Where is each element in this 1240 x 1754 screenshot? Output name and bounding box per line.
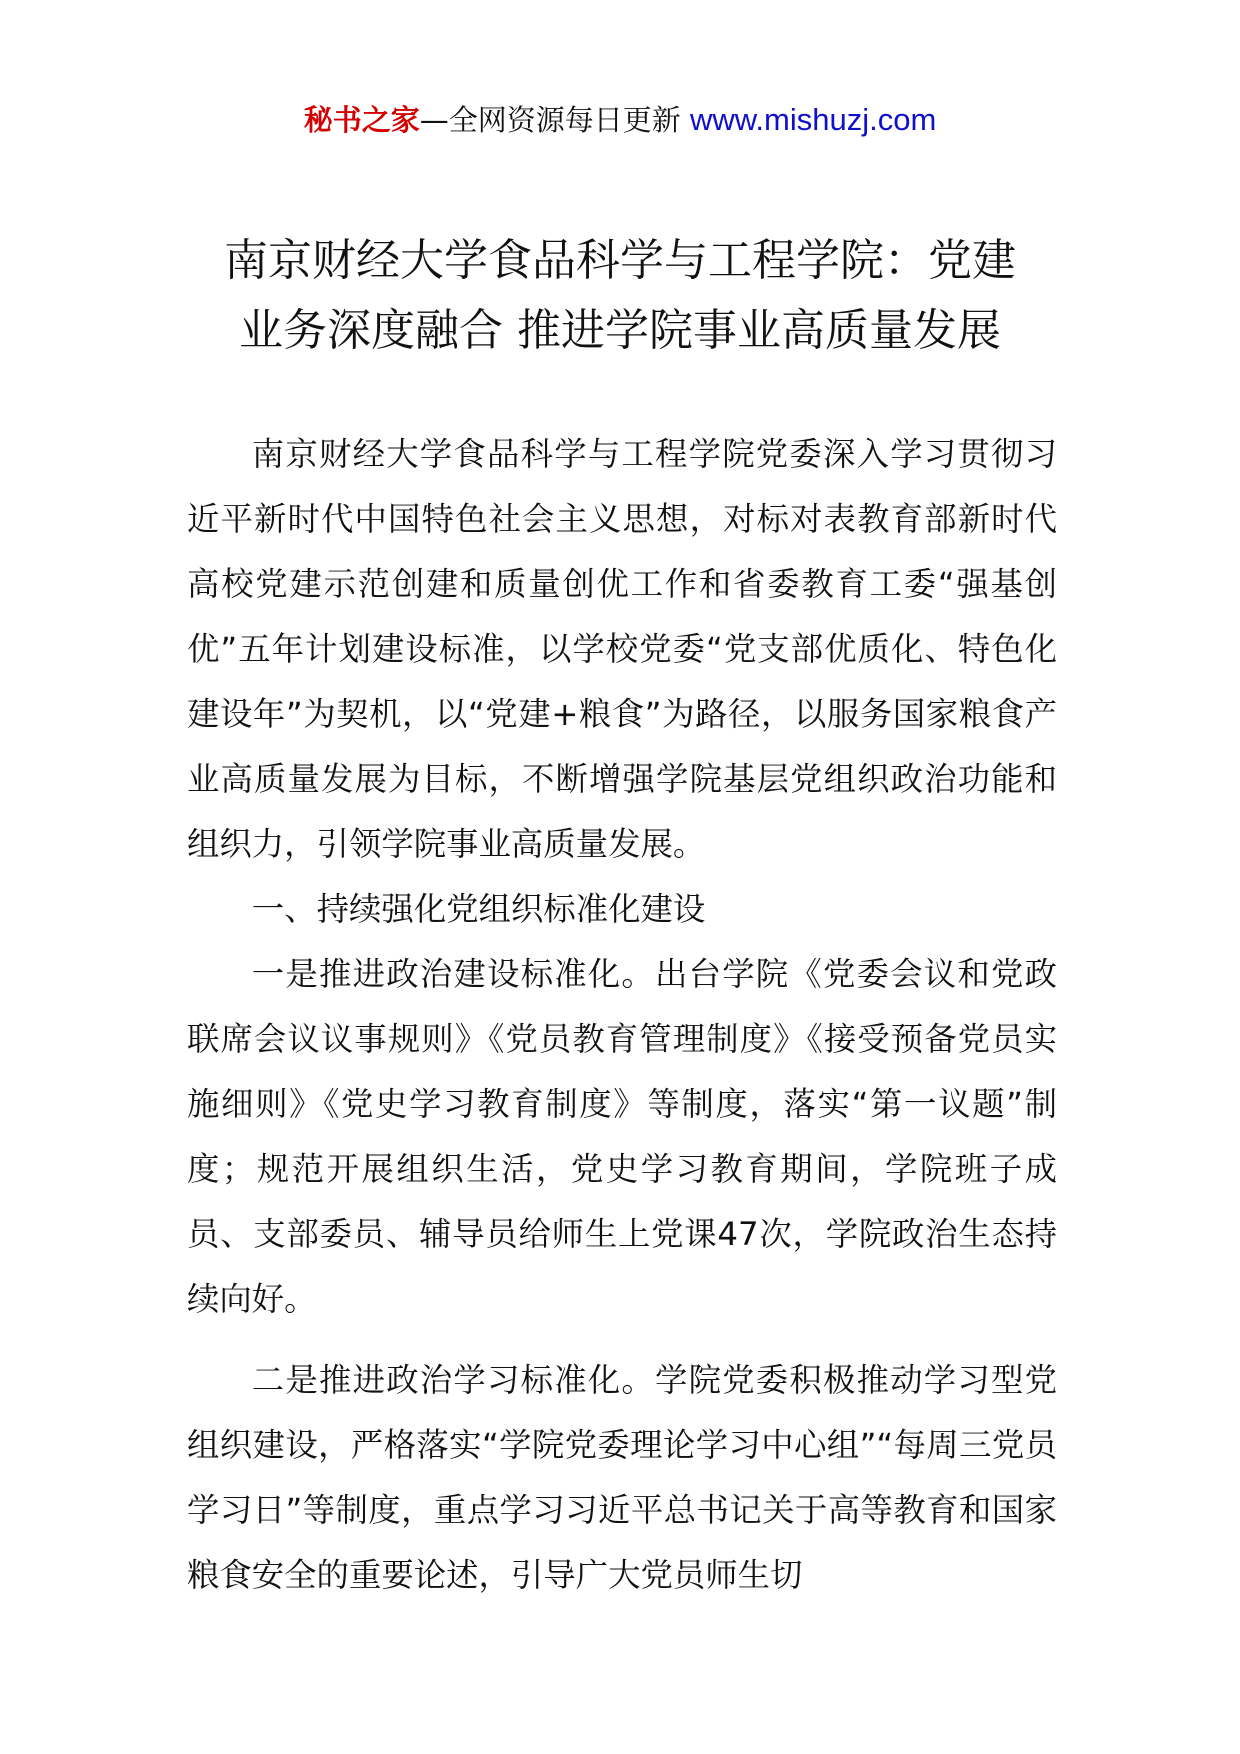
site-url-link[interactable]: www.mishuzj.com: [689, 102, 937, 137]
body-paragraph-1: 一是推进政治建设标准化。出台学院《党委会议和党政联席会议议事规则》《党员教育管理制度》《接受预备党员实施细则》《党史学习教育制度》等制度，落实“第一议题”制度；规范开展组织生活，党史学习教育期间，学院班子成员、支部委员、辅导员给师生上党课47次，学院政治生态持续向好。: [187, 955, 1057, 1318]
intro-paragraph: 南京财经大学食品科学与工程学院党委深入学习贯彻习近平新时代中国特色社会主义思想，对标对表教育部新时代高校党建示范创建和质量创优工作和省委教育工委“强基创优”五年计划建设标准，以学校党委“党支部优质化、特色化建设年”为契机，以“党建+粮食”为路径，以服务国家粮食产业高质量发展为目标，不断增强学院基层党组织政治功能和组织力，引领学院事业高质量发展。: [187, 435, 1057, 863]
section-heading: 一、持续强化党组织标准化建设: [251, 890, 706, 928]
document-title: [150, 226, 1090, 366]
site-banner: [0, 100, 1240, 140]
brand-name: 秘书之家: [303, 103, 420, 137]
body-paragraph-2: 二是推进政治学习标准化。学院党委积极推动学习型党组织建设，严格落实“学院党委理论学习中心组”“每周三党员学习日”等制度，重点学习习近平总书记关于高等教育和国家粮食安全的重要论述，引导广大党员师生切: [187, 1361, 1057, 1594]
title-line-1: 南京财经大学食品科学与工程学院：党建: [224, 235, 1016, 286]
document-body: [187, 422, 1057, 1608]
title-line-2: 业务深度融合 推进学院事业高质量发展: [239, 305, 1001, 356]
banner-tagline: —全网资源每日更新: [419, 103, 690, 137]
